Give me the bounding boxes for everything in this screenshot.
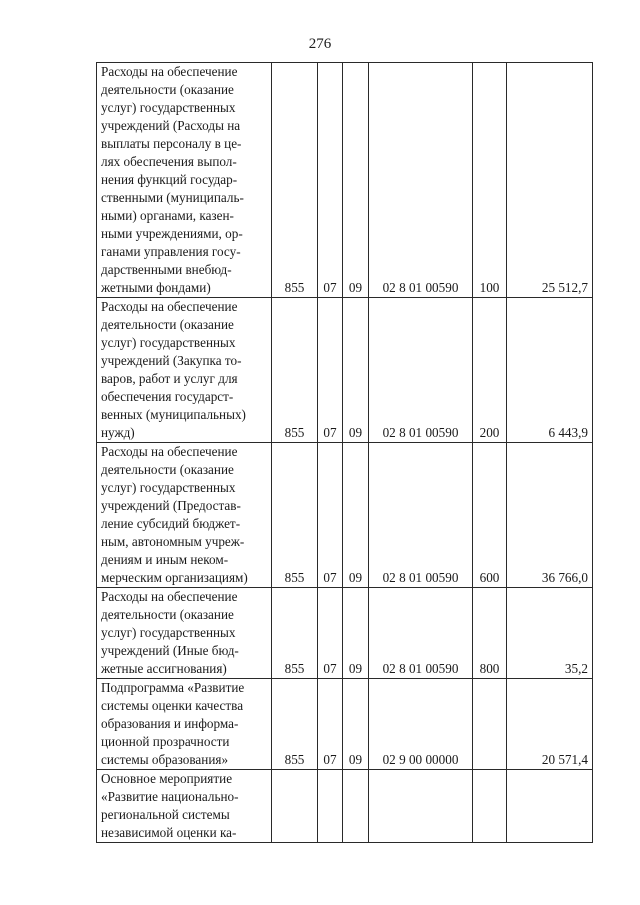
description-line: ными) органами, казен- <box>101 208 234 223</box>
description-line: учреждений (Предостав- <box>101 498 241 513</box>
grbs-code: 855 <box>272 63 318 298</box>
section-code: 07 <box>318 298 343 443</box>
table-row <box>97 588 593 679</box>
table-row <box>97 298 593 443</box>
description-line: дарственными внебюд- <box>101 262 232 277</box>
table-row <box>97 443 593 588</box>
description-line: учреждений (Иные бюд- <box>101 643 239 658</box>
description-line: ционной прозрачности <box>101 734 230 749</box>
amount: 25 512,7 <box>507 63 593 298</box>
description-line: деятельности (оказание <box>101 82 234 97</box>
target-article-code: 02 8 01 00590 <box>369 298 473 443</box>
subsection-code: 09 <box>343 443 369 588</box>
description-line: ганами управления госу- <box>101 244 241 259</box>
amount: 20 571,4 <box>507 679 593 770</box>
description-line: услуг) государственных <box>101 625 236 640</box>
description-line: варов, работ и услуг для <box>101 371 238 386</box>
description-line: нения функций государ- <box>101 172 238 187</box>
description-line: ление субсидий бюджет- <box>101 516 241 531</box>
description-line: Расходы на обеспечение <box>101 589 238 604</box>
subsection-code: 09 <box>343 63 369 298</box>
description-line: обеспечения государст- <box>101 389 234 404</box>
description-line: жетными фондами) <box>101 280 211 295</box>
description-line: выплаты персоналу в це- <box>101 136 242 151</box>
description-line: Основное мероприятие <box>101 771 233 786</box>
section-code <box>318 770 343 843</box>
description-line: Расходы на обеспечение <box>101 299 238 314</box>
section-code: 07 <box>318 63 343 298</box>
section-code: 07 <box>318 679 343 770</box>
description-line: региональной системы <box>101 807 230 822</box>
budget-table <box>96 62 593 843</box>
expense-description <box>97 63 272 298</box>
expense-type-code: 200 <box>473 298 507 443</box>
description-line: ственными (муниципаль- <box>101 190 244 205</box>
description-line: учреждений (Закупка то- <box>101 353 242 368</box>
description-line: услуг) государственных <box>101 335 236 350</box>
description-line: жетные ассигнования) <box>101 661 227 676</box>
target-article-code <box>369 770 473 843</box>
expense-description <box>97 443 272 588</box>
grbs-code: 855 <box>272 588 318 679</box>
amount: 6 443,9 <box>507 298 593 443</box>
table-row <box>97 770 593 843</box>
grbs-code: 855 <box>272 298 318 443</box>
target-article-code: 02 9 00 00000 <box>369 679 473 770</box>
expense-type-code <box>473 679 507 770</box>
description-line: деятельности (оказание <box>101 462 234 477</box>
expense-description <box>97 588 272 679</box>
description-line: Расходы на обеспечение <box>101 64 238 79</box>
description-line: «Развитие национально- <box>101 789 239 804</box>
subsection-code: 09 <box>343 298 369 443</box>
description-line: услуг) государственных <box>101 100 236 115</box>
target-article-code: 02 8 01 00590 <box>369 63 473 298</box>
expense-type-code: 600 <box>473 443 507 588</box>
description-line: деятельности (оказание <box>101 607 234 622</box>
description-line: образования и информа- <box>101 716 239 731</box>
description-line: деятельности (оказание <box>101 317 234 332</box>
section-code: 07 <box>318 588 343 679</box>
expense-description <box>97 770 272 843</box>
table-row <box>97 679 593 770</box>
description-line: системы оценки качества <box>101 698 244 713</box>
expense-type-code <box>473 770 507 843</box>
description-line: венных (муниципальных) <box>101 407 246 422</box>
description-line: мерческим организациям) <box>101 570 248 585</box>
expense-type-code: 800 <box>473 588 507 679</box>
description-line: Расходы на обеспечение <box>101 444 238 459</box>
table-body <box>97 63 593 843</box>
amount <box>507 770 593 843</box>
page-number: 276 <box>308 36 332 52</box>
description-line: дениям и иным неком- <box>101 552 229 567</box>
description-line: системы образования» <box>101 752 229 767</box>
amount: 36 766,0 <box>507 443 593 588</box>
grbs-code: 855 <box>272 443 318 588</box>
description-line: нужд) <box>101 425 135 440</box>
expense-description <box>97 679 272 770</box>
grbs-code <box>272 770 318 843</box>
subsection-code: 09 <box>343 679 369 770</box>
description-line: независимой оценки ка- <box>101 825 237 840</box>
grbs-code: 855 <box>272 679 318 770</box>
target-article-code: 02 8 01 00590 <box>369 588 473 679</box>
description-line: лях обеспечения выпол- <box>101 154 237 169</box>
description-line: услуг) государственных <box>101 480 236 495</box>
expense-type-code: 100 <box>473 63 507 298</box>
expense-description <box>97 298 272 443</box>
description-line: ными учреждениями, ор- <box>101 226 243 241</box>
section-code: 07 <box>318 443 343 588</box>
description-line: учреждений (Расходы на <box>101 118 241 133</box>
amount: 35,2 <box>507 588 593 679</box>
subsection-code <box>343 770 369 843</box>
table-row <box>97 63 593 298</box>
target-article-code: 02 8 01 00590 <box>369 443 473 588</box>
description-line: ным, автономным учреж- <box>101 534 245 549</box>
description-line: Подпрограмма «Развитие <box>101 680 245 695</box>
subsection-code: 09 <box>343 588 369 679</box>
